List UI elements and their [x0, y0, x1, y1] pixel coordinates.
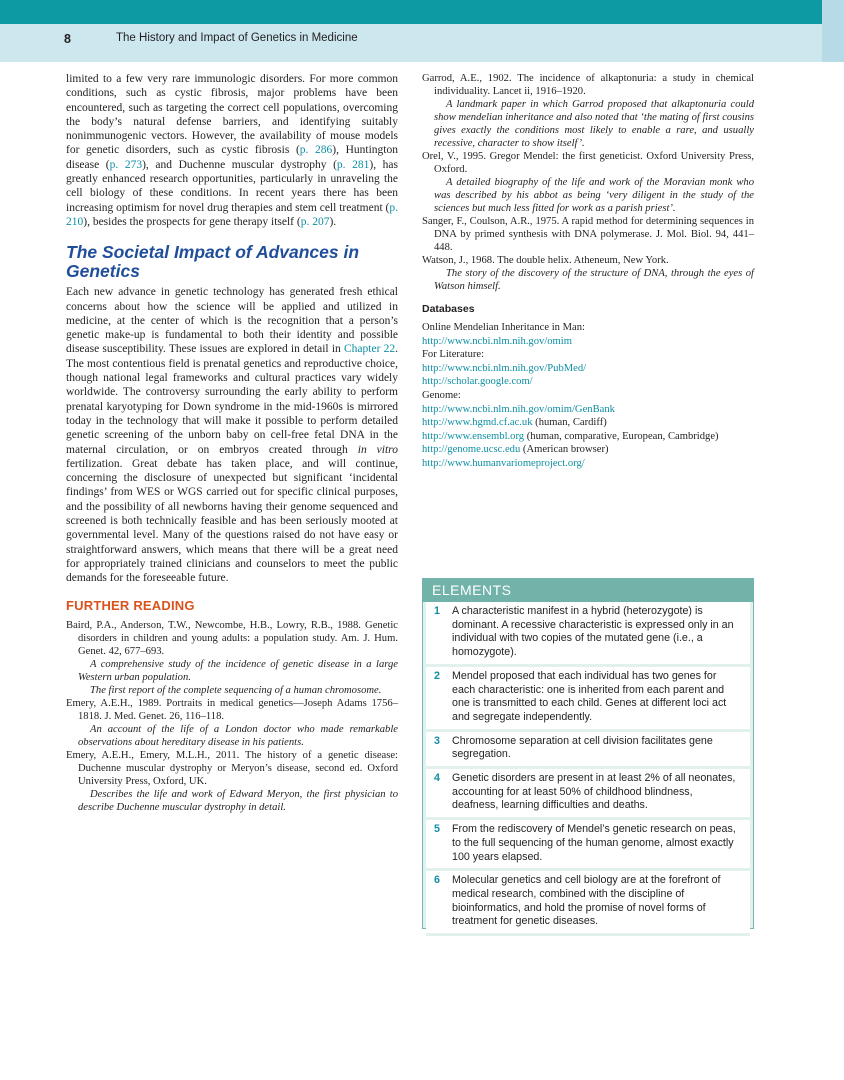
reference-annotation: The story of the discovery of the structure of DNA, through the eyes of Watson himself. — [434, 268, 754, 292]
section-title: The Societal Impact of Advances in Genetics — [66, 242, 360, 282]
right-column — [422, 72, 754, 471]
ensembl-link[interactable]: http://www.ensembl.org — [422, 430, 525, 442]
elements-box — [422, 578, 754, 929]
element-item — [426, 602, 750, 667]
page-link[interactable]: p. 286 — [299, 144, 333, 157]
text-run: ). — [329, 215, 337, 228]
databases-heading: Databases — [422, 303, 475, 315]
reference-entry: Orel, V., 1995. Gregor Mendel: the first geneticist. Oxford University Press, Oxford. — [422, 151, 754, 175]
text-run: ), Huntington disease ( — [66, 144, 398, 171]
element-item — [426, 732, 750, 769]
element-item — [426, 667, 750, 732]
running-header — [0, 24, 822, 62]
top-color-band — [0, 0, 844, 24]
text-run: . The most contentious field is prenatal genetics and reproductive choice, though national legal frameworks and cultural practices vary widely worldwide. The controversy surrounding the early ability to perform prenatal karyotyping for Down syndrome in the mid-1960s is mirrored today in the technology that will make it possible to perform detailed genetic screening of the unborn baby on cell-free fetal DNA in the maternal circulation, or on embryos created through — [66, 343, 398, 456]
reference-list-right — [422, 72, 754, 293]
reference-annotation: A detailed biography of the life and work of the Moravian monk who was described by his abbot as being ‘very diligent in the study of the sciences but much less fitted for work as a parish priest’. — [434, 177, 754, 214]
hgmd-link[interactable]: http://www.hgmd.cf.ac.uk — [422, 417, 533, 429]
chapter-link[interactable]: Chapter 22 — [344, 343, 396, 356]
element-number: 1 — [434, 605, 440, 617]
text-run: fertilization. Great debate has taken place, and will continue, concerning the disclosure of unexpected but significant ‘incidental findings’ from WES or WGS carried out for specific clinical purposes, and the possibility of all newborns having their genome sequenced and screened is both technically feasible and has been seriously mooted at governmental level. Many of the questions raised do not have easy or straightforward answers, which means that there will be a great need for appropriately trained clinicians and counselors to meet the public demands for the foreseeable future. — [66, 457, 398, 585]
element-text: Molecular genetics and cell biology are at the forefront of medical research, combined with the discipline of bioinformatics, and hold the promise of novel forms of treatment for genetic diseases. — [452, 874, 721, 928]
scholar-link[interactable]: http://scholar.google.com/ — [422, 376, 533, 388]
text-run: Each new advance in genetic technology has generated fresh ethical concerns about how the science will be applied and utilized in medicine, at the center of which is the recognition that a person’s genetic make-up is fundamental to both their identity and possible disease susceptibility. These issues are explored in detail in — [66, 286, 398, 356]
running-title: The History and Impact of Genetics in Medicine — [116, 32, 358, 44]
element-number: 6 — [434, 874, 440, 887]
reference-entry: Emery, A.E.H., Emery, M.L.H., 2011. The history of a genetic disease: Duchenne muscular dystrophy or Meryon’s disease, second ed. Oxford University Press, Oxford, UK. — [66, 749, 398, 787]
text-run: limited to a few very rare immunologic disorders. For more common conditions, such as cystic fibrosis, major problems have been encountered, such as targeting the correct cell populations, overcoming the body’s natural defense barriers, and identifying suitably nonimmunogenic vectors. However, the availability of mouse models for genetic disorders, such as cystic fibrosis ( — [66, 73, 398, 157]
reference-annotation: A landmark paper in which Garrod proposed that alkaptonuria could show mendelian inheritance and also noted that ‘the mating of first cousins gives exactly the conditions most likely to enable a rare, and usually recessive, character to show itself’. — [434, 99, 754, 149]
element-text: Mendel proposed that each individual has two genes for each characteristic: one is inherited from each parent and one is transmitted to each child. Genes at different loci act and segregate independently. — [452, 669, 727, 723]
pubmed-link[interactable]: http://www.ncbi.nlm.nih.gov/PubMed/ — [422, 362, 587, 374]
reference-entry: Baird, P.A., Anderson, T.W., Newcombe, H.B., Lowry, R.B., 1988. Genetic disorders in children and young adults: a population study. Am. J. Hum. Genet. 42, 677–693. — [66, 619, 398, 657]
paragraph-gene-therapy — [66, 72, 398, 229]
further-reading-heading: FURTHER READING — [66, 597, 195, 613]
element-number: 4 — [434, 772, 440, 785]
db-note: (American browser) — [520, 444, 609, 456]
db-note: (human, Cardiff) — [532, 417, 607, 429]
page-link[interactable]: p. 281 — [336, 158, 370, 171]
element-number: 2 — [434, 669, 440, 682]
db-note: (human, comparative, European, Cambridge) — [524, 430, 719, 442]
page-link[interactable]: p. 273 — [109, 158, 143, 171]
db-label: For Literature: — [422, 349, 485, 361]
reference-annotation: Describes the life and work of Edward Meryon, the first physician to describe Duchenne muscular dystrophy in detail. — [78, 788, 398, 813]
element-number: 3 — [434, 734, 440, 747]
database-list — [422, 321, 754, 471]
reference-annotation: The first report of the complete sequencing of a human chromosome. — [90, 684, 382, 696]
element-item — [426, 820, 750, 871]
element-item — [426, 871, 750, 936]
text-run: ), besides the prospects for gene therapy itself ( — [83, 215, 301, 228]
humanvariome-link[interactable]: http://www.humanvariomeproject.org/ — [422, 457, 585, 469]
page-number: 8 — [64, 32, 71, 46]
db-label: Online Mendelian Inheritance in Man: — [422, 322, 585, 333]
element-number: 5 — [434, 823, 440, 836]
reference-entry: Garrod, A.E., 1902. The incidence of alkaptonuria: a study in chemical individuality. Lancet ii, 1916–1920. — [422, 73, 754, 97]
reference-entry: Emery, A.E.H., 1989. Portraits in medical genetics—Joseph Adams 1756–1818. J. Med. Genet. 26, 116–118. — [66, 697, 398, 722]
element-text: From the rediscovery of Mendel’s genetic research on peas, to the full sequencing of the human genome, almost exactly 100 years elapsed. — [452, 823, 736, 863]
element-text: Chromosome separation at cell division facilitates gene segregation. — [452, 734, 713, 761]
omim-link[interactable]: http://www.ncbi.nlm.nih.gov/omim — [422, 335, 572, 347]
reference-list-left — [66, 619, 398, 814]
reference-annotation: A comprehensive study of the incidence of genetic disease in a large Western urban population. — [78, 658, 398, 683]
text-run: ), and Duchenne muscular dystrophy ( — [142, 158, 337, 171]
reference-entry: Watson, J., 1968. The double helix. Atheneum, New York. — [422, 255, 669, 266]
element-text: Genetic disorders are present in at least 2% of all neonates, accounting for at least 50% of childhood blindness, deafness, learning difficulties and deaths. — [452, 772, 736, 812]
left-column — [66, 72, 398, 814]
text-run: ), has greatly enhanced research opportunities, particularly in unraveling the cell biology of these conditions. In recent years there has been increasing optimism for novel drug therapies and stem cell treatment ( — [66, 158, 399, 214]
page-link[interactable]: p. 207 — [300, 215, 330, 228]
db-label: Genome: — [422, 389, 461, 401]
element-item — [426, 769, 750, 820]
paragraph-societal-impact — [66, 285, 398, 585]
header-edge-tab — [822, 0, 844, 62]
italic-term: in vitro — [357, 443, 398, 456]
reference-annotation: An account of the life of a London doctor who made remarkable observations about hereditary disease in his patients. — [78, 723, 398, 748]
reference-entry: Sanger, F., Coulson, A.R., 1975. A rapid method for determining sequences in DNA by primed synthesis with DNA polymerase. J. Mol. Biol. 94, 441–448. — [422, 216, 754, 253]
ucsc-link[interactable]: http://genome.ucsc.edu — [422, 444, 521, 456]
element-text: A characteristic manifest in a hybrid (heterozygote) is dominant. A recessive characteristic is expressed only in an individual with two copies of the mutated gene (i.e., a homozygote). — [452, 605, 734, 659]
elements-title: ELEMENTS — [423, 579, 753, 602]
page-link[interactable]: p. 210 — [66, 201, 398, 228]
genbank-link[interactable]: http://www.ncbi.nlm.nih.gov/omim/GenBank — [422, 403, 615, 415]
